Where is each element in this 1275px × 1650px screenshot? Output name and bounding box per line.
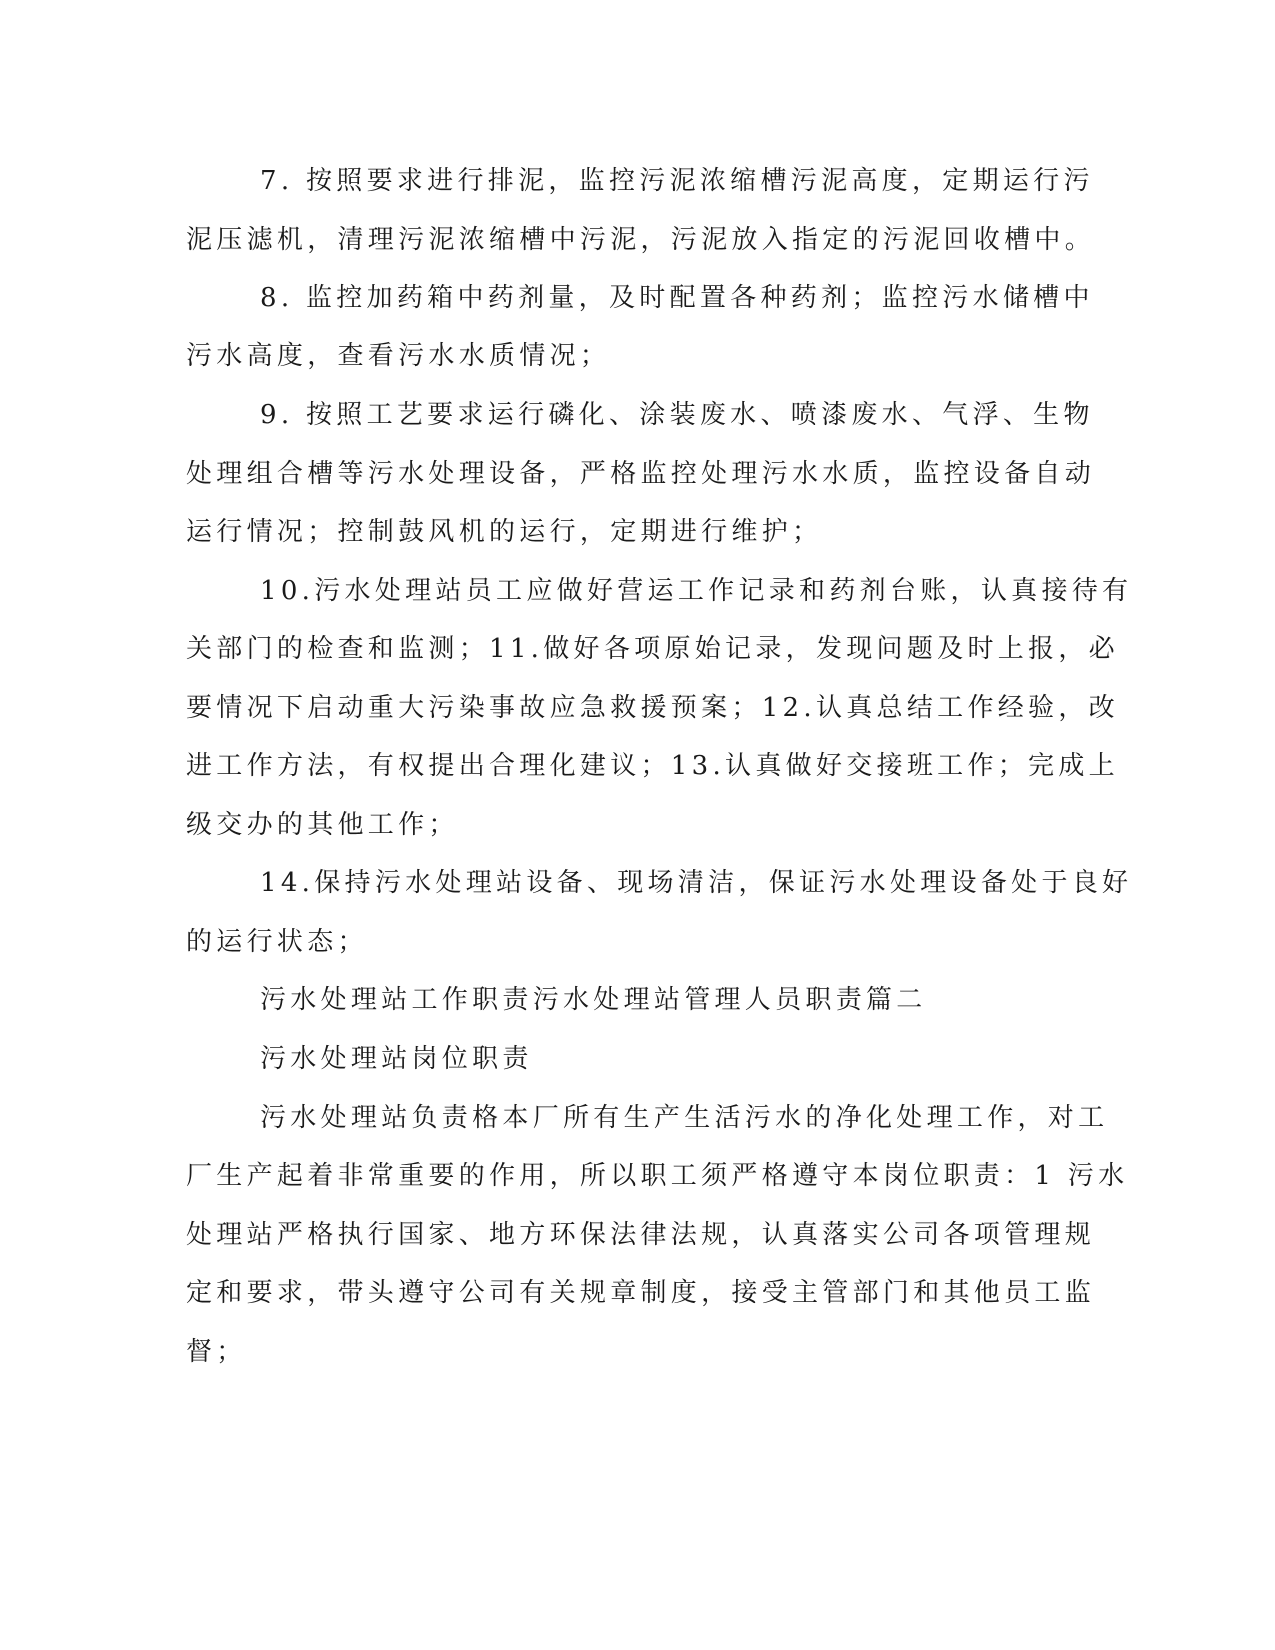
duties-paragraph-line-5: 督；: [186, 1337, 247, 1367]
paragraph-8-line-1: 8. 监控加药箱中药剂量，及时配置各种药剂；监控污水储槽中: [260, 283, 1094, 313]
paragraph-7-line-2: 泥压滤机，清理污泥浓缩槽中污泥，污泥放入指定的污泥回收槽中。: [186, 225, 1096, 255]
section-heading: 污水处理站工作职责污水处理站管理人员职责篇二: [260, 985, 927, 1015]
duties-paragraph-line-2: 厂生产起着非常重要的作用，所以职工须严格遵守本岗位职责：1 污水: [186, 1161, 1129, 1191]
paragraph-10-line-2: 关部门的检查和监测；11.做好各项原始记录，发现问题及时上报，必: [186, 634, 1119, 664]
subsection-heading: 污水处理站岗位职责: [260, 1044, 533, 1074]
paragraph-9-line-2: 处理组合槽等污水处理设备，严格监控处理污水水质，监控设备自动: [186, 459, 1096, 489]
paragraph-9-line-3: 运行情况；控制鼓风机的运行，定期进行维护；: [186, 517, 823, 547]
paragraph-8-line-2: 污水高度，查看污水水质情况；: [186, 341, 611, 371]
paragraph-9-line-1: 9. 按照工艺要求运行磷化、涂装废水、喷漆废水、气浮、生物: [260, 400, 1094, 430]
paragraph-14-line-2: 的运行状态；: [186, 927, 368, 957]
duties-paragraph-line-3: 处理站严格执行国家、地方环保法律法规，认真落实公司各项管理规: [186, 1220, 1096, 1250]
paragraph-10-line-1: 10.污水处理站员工应做好营运工作记录和药剂台账，认真接待有: [260, 576, 1133, 606]
paragraph-14-line-1: 14.保持污水处理站设备、现场清洁，保证污水处理设备处于良好: [260, 868, 1133, 898]
paragraph-10-line-3: 要情况下启动重大污染事故应急救援预案；12.认真总结工作经验，改: [186, 693, 1119, 723]
paragraph-10-line-5: 级交办的其他工作；: [186, 810, 459, 840]
duties-paragraph-line-4: 定和要求，带头遵守公司有关规章制度，接受主管部门和其他员工监: [186, 1278, 1096, 1308]
duties-paragraph-line-1: 污水处理站负责格本厂所有生产生活污水的净化处理工作，对工: [260, 1103, 1109, 1133]
paragraph-7-line-1: 7. 按照要求进行排泥，监控污泥浓缩槽污泥高度，定期运行污: [260, 166, 1094, 196]
paragraph-10-line-4: 进工作方法，有权提出合理化建议；13.认真做好交接班工作；完成上: [186, 751, 1119, 781]
